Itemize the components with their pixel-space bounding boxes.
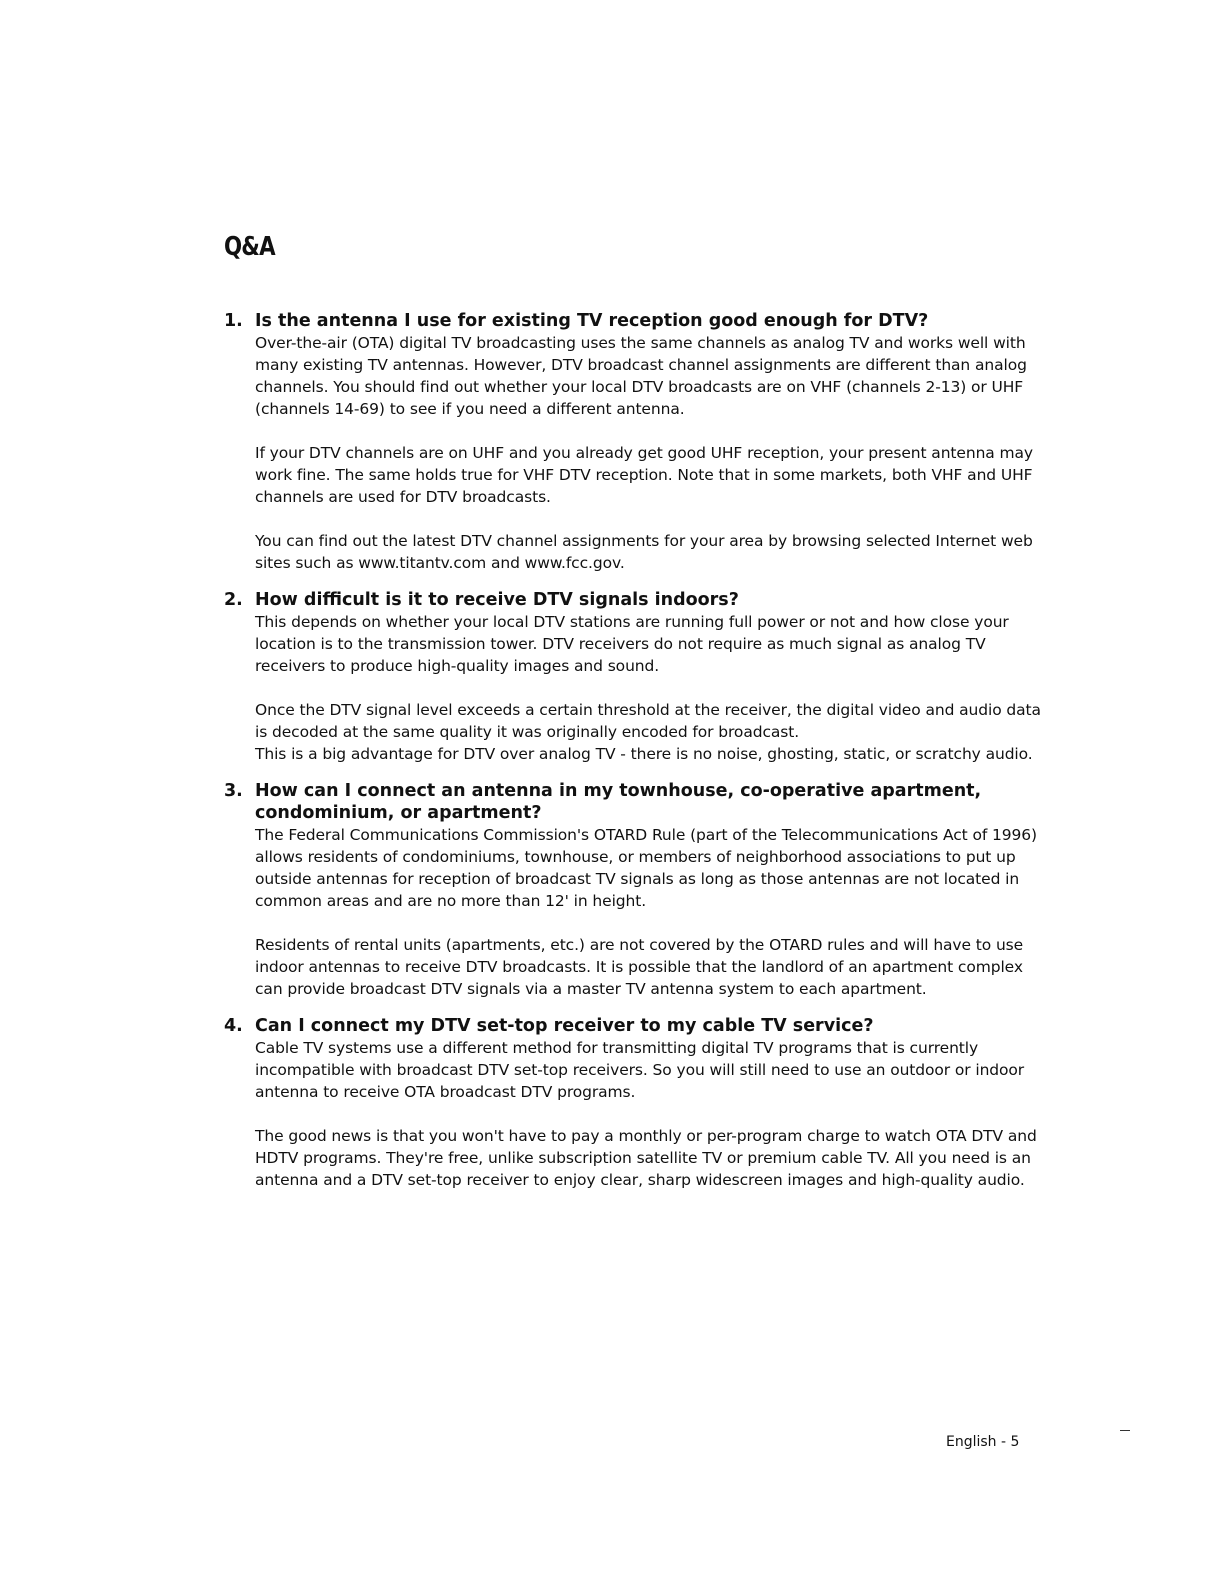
answer-paragraph: The good news is that you won't have to pay a monthly or per-program charge to watch OTA DTV and HDTV programs. They're free, unlike subscription satellite TV or premium cable TV. All you need is an antenna and a DTV set-top receiver to enjoy clear, sharp widescreen images and high-quality audio. (255, 1127, 1037, 1189)
answer-paragraph: This depends on whether your local DTV stations are running full power or not and how close your location is to the transmission tower. DTV receivers do not require as much signal as analog TV receivers to produce high-quality images and sound. (255, 613, 1009, 675)
qa-item-1 (224, 310, 1044, 574)
page-footer: English - 5 (946, 1434, 1020, 1450)
question-heading: How difficult is it to receive DTV signals indoors? (255, 590, 739, 610)
answer-paragraph: If your DTV channels are on UHF and you already get good UHF reception, your present antenna may work fine. The same holds true for VHF DTV reception. Note that in some markets, both VHF and UHF channels are used for DTV broadcasts. (255, 444, 1033, 506)
answer-paragraph: Once the DTV signal level exceeds a certain threshold at the receiver, the digital video and audio data is decoded at the same quality it was originally encoded for broadcast. (255, 701, 1041, 741)
edge-mark (1120, 1430, 1130, 1431)
question-heading: Can I connect my DTV set-top receiver to my cable TV service? (255, 1016, 874, 1036)
answer-paragraph: Residents of rental units (apartments, etc.) are not covered by the OTARD rules and will have to use indoor antennas to receive DTV broadcasts. It is possible that the landlord of an apartment complex can provide broadcast DTV signals via a master TV antenna system to each apartment. (255, 936, 1024, 998)
question-number: 2. (224, 590, 243, 610)
answer-paragraph: The Federal Communications Commission's OTARD Rule (part of the Telecommunications Act of 1996) allows residents of condominiums, townhouse, or members of neighborhood associations to put up outside antennas for reception of broadcast TV signals as long as those antennas are not located in common areas and are no more than 12' in height. (255, 826, 1038, 910)
question-number: 1. (224, 311, 243, 331)
question-heading: Is the antenna I use for existing TV reception good enough for DTV? (255, 311, 929, 331)
qa-list (224, 310, 1044, 1206)
qa-item-3 (224, 780, 1044, 1000)
answer-paragraph: Over-the-air (OTA) digital TV broadcasting uses the same channels as analog TV and works well with many existing TV antennas. However, DTV broadcast channel assignments are different than analog channels. You should find out whether your local DTV broadcasts are on VHF (channels 2-13) or UHF (channels 14-69) to see if you need a different antenna. (255, 334, 1027, 418)
answer-paragraph: This is a big advantage for DTV over analog TV - there is no noise, ghosting, static, or scratchy audio. (255, 745, 1033, 763)
question-number: 4. (224, 1016, 243, 1036)
page-title: Q&A (224, 232, 275, 262)
answer-paragraph: Cable TV systems use a different method for transmitting digital TV programs that is currently incompatible with broadcast DTV set-top receivers. So you will still need to use an outdoor or indoor antenna to receive OTA broadcast DTV programs. (255, 1039, 1025, 1101)
qa-item-2 (224, 589, 1044, 765)
answer-paragraph: You can find out the latest DTV channel assignments for your area by browsing selected Internet web sites such as www.titantv.com and www.fcc.gov. (255, 532, 1033, 572)
question-heading: How can I connect an antenna in my townhouse, co-operative apartment, condominium, or apartment? (255, 781, 982, 823)
qa-item-4 (224, 1015, 1044, 1191)
question-number: 3. (224, 781, 243, 801)
